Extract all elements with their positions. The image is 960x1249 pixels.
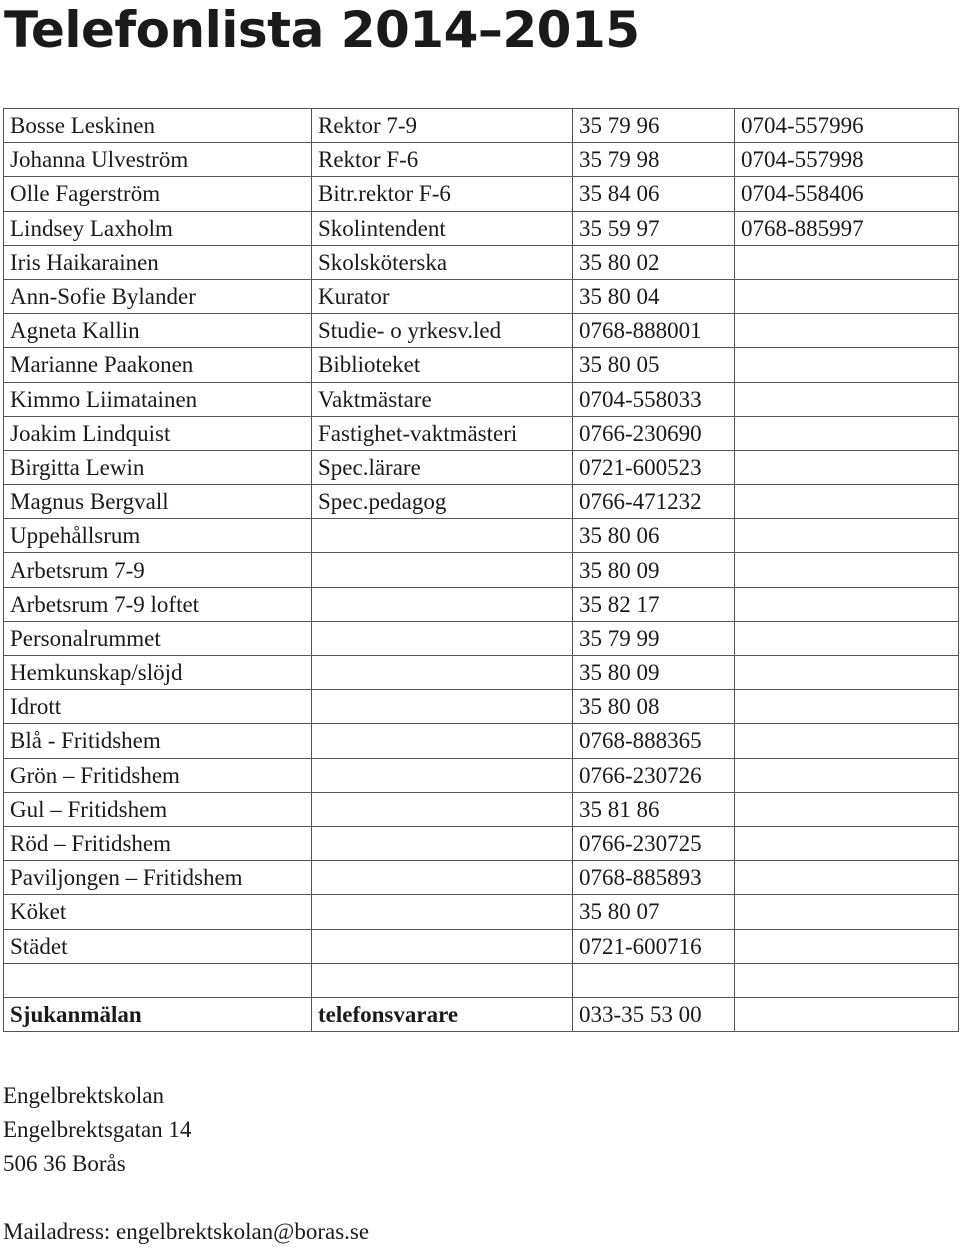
phone-cell: 0766-230690: [573, 416, 735, 450]
mobile-cell: [735, 690, 959, 724]
table-row: [4, 109, 959, 143]
phone-cell: 0768-888365: [573, 724, 735, 758]
table-row: [4, 553, 959, 587]
phone-cell: 35 79 98: [573, 143, 735, 177]
mobile-cell: [735, 724, 959, 758]
phone-cell: 35 80 06: [573, 519, 735, 553]
table-row: [4, 382, 959, 416]
role-cell: Biblioteket: [312, 348, 573, 382]
name-cell: Bosse Leskinen: [4, 109, 312, 143]
phone-cell: 35 81 86: [573, 792, 735, 826]
name-cell: Uppehållsrum: [4, 519, 312, 553]
spacer-row: [4, 963, 959, 997]
table-row: [4, 929, 959, 963]
role-cell: [312, 690, 573, 724]
name-cell: Agneta Kallin: [4, 314, 312, 348]
school-street: Engelbrektsgatan 14: [3, 1117, 192, 1142]
name-cell: Joakim Lindquist: [4, 416, 312, 450]
name-cell: Köket: [4, 895, 312, 929]
phone-cell: 35 59 97: [573, 211, 735, 245]
sick-type: telefonsvarare: [312, 997, 573, 1031]
role-cell: [312, 826, 573, 860]
phone-cell: 0766-471232: [573, 485, 735, 519]
mobile-cell: [735, 621, 959, 655]
table-row: [4, 587, 959, 621]
name-cell: Olle Fagerström: [4, 177, 312, 211]
role-cell: Spec.lärare: [312, 450, 573, 484]
table-row: [4, 143, 959, 177]
phone-cell: 0768-885893: [573, 861, 735, 895]
phone-cell: 35 80 04: [573, 279, 735, 313]
role-cell: Bitr.rektor F-6: [312, 177, 573, 211]
role-cell: [312, 861, 573, 895]
name-cell: Paviljongen – Fritidshem: [4, 861, 312, 895]
table-row: [4, 485, 959, 519]
mobile-cell: [735, 758, 959, 792]
mobile-cell: [735, 553, 959, 587]
phone-cell: 35 80 08: [573, 690, 735, 724]
mobile-cell: 0704-557996: [735, 109, 959, 143]
mobile-cell: 0768-885997: [735, 211, 959, 245]
role-cell: [312, 621, 573, 655]
role-cell: [312, 758, 573, 792]
mail-address: Mailadress: engelbrektskolan@boras.se: [3, 1219, 370, 1244]
name-cell: Personalrummet: [4, 621, 312, 655]
table-row: [4, 245, 959, 279]
name-cell: Lindsey Laxholm: [4, 211, 312, 245]
name-cell: Johanna Ulveström: [4, 143, 312, 177]
school-city: 506 36 Borås: [3, 1151, 126, 1176]
table-row: [4, 895, 959, 929]
name-cell: Blå - Fritidshem: [4, 724, 312, 758]
table-row: [4, 416, 959, 450]
table-row: [4, 211, 959, 245]
role-cell: [312, 656, 573, 690]
mobile-cell: [735, 519, 959, 553]
table-row: [4, 279, 959, 313]
phone-cell: 35 82 17: [573, 587, 735, 621]
table-row: [4, 724, 959, 758]
role-cell: Fastighet-vaktmästeri: [312, 416, 573, 450]
mobile-cell: [735, 861, 959, 895]
mobile-cell: 0704-558406: [735, 177, 959, 211]
mobile-cell: [735, 587, 959, 621]
role-cell: [312, 724, 573, 758]
table-row: [4, 314, 959, 348]
phone-cell: 0704-558033: [573, 382, 735, 416]
role-cell: [312, 519, 573, 553]
phone-cell: 35 80 07: [573, 895, 735, 929]
empty-cell: [4, 963, 312, 997]
table-row: [4, 450, 959, 484]
role-cell: [312, 553, 573, 587]
name-cell: Arbetsrum 7-9: [4, 553, 312, 587]
name-cell: Arbetsrum 7-9 loftet: [4, 587, 312, 621]
table-row: [4, 177, 959, 211]
table-row: [4, 690, 959, 724]
name-cell: Grön – Fritidshem: [4, 758, 312, 792]
phone-cell: 0721-600716: [573, 929, 735, 963]
mobile-cell: 0704-557998: [735, 143, 959, 177]
table-row: [4, 861, 959, 895]
sick-report-row: [4, 997, 959, 1031]
name-cell: Marianne Paakonen: [4, 348, 312, 382]
phone-cell: 35 79 99: [573, 621, 735, 655]
mobile-cell: [735, 929, 959, 963]
page-title: Telefonlista 2014–2015: [4, 1, 640, 59]
phone-cell: 35 80 09: [573, 553, 735, 587]
phone-cell: 35 84 06: [573, 177, 735, 211]
name-cell: Idrott: [4, 690, 312, 724]
phone-cell: 35 80 09: [573, 656, 735, 690]
role-cell: Rektor 7-9: [312, 109, 573, 143]
school-name: Engelbrektskolan: [3, 1083, 164, 1108]
empty-cell: [312, 963, 573, 997]
name-cell: Hemkunskap/slöjd: [4, 656, 312, 690]
phone-cell: 0721-600523: [573, 450, 735, 484]
name-cell: Kimmo Liimatainen: [4, 382, 312, 416]
table-row: [4, 792, 959, 826]
role-cell: Vaktmästare: [312, 382, 573, 416]
name-cell: Ann-Sofie Bylander: [4, 279, 312, 313]
empty-cell: [735, 997, 959, 1031]
mobile-cell: [735, 314, 959, 348]
empty-cell: [735, 963, 959, 997]
table-row: [4, 519, 959, 553]
sick-number: 033-35 53 00: [573, 997, 735, 1031]
role-cell: Spec.pedagog: [312, 485, 573, 519]
phone-cell: 35 80 05: [573, 348, 735, 382]
mobile-cell: [735, 485, 959, 519]
name-cell: Städet: [4, 929, 312, 963]
role-cell: Skolsköterska: [312, 245, 573, 279]
role-cell: Kurator: [312, 279, 573, 313]
table-row: [4, 621, 959, 655]
mobile-cell: [735, 792, 959, 826]
role-cell: Studie- o yrkesv.led: [312, 314, 573, 348]
table-row: [4, 348, 959, 382]
name-cell: Röd – Fritidshem: [4, 826, 312, 860]
phone-cell: 0768-888001: [573, 314, 735, 348]
name-cell: Magnus Bergvall: [4, 485, 312, 519]
name-cell: Gul – Fritidshem: [4, 792, 312, 826]
mobile-cell: [735, 895, 959, 929]
phone-table-body: [4, 109, 959, 1032]
role-cell: [312, 792, 573, 826]
empty-cell: [573, 963, 735, 997]
name-cell: Birgitta Lewin: [4, 450, 312, 484]
mobile-cell: [735, 450, 959, 484]
mobile-cell: [735, 348, 959, 382]
mobile-cell: [735, 826, 959, 860]
phone-table: [3, 108, 959, 1032]
mobile-cell: [735, 245, 959, 279]
role-cell: Rektor F-6: [312, 143, 573, 177]
sick-label: Sjukanmälan: [4, 997, 312, 1031]
phone-cell: 0766-230725: [573, 826, 735, 860]
role-cell: [312, 929, 573, 963]
phone-cell: 0766-230726: [573, 758, 735, 792]
mobile-cell: [735, 382, 959, 416]
mobile-cell: [735, 656, 959, 690]
phone-cell: 35 79 96: [573, 109, 735, 143]
role-cell: [312, 587, 573, 621]
mobile-cell: [735, 279, 959, 313]
mobile-cell: [735, 416, 959, 450]
role-cell: [312, 895, 573, 929]
table-row: [4, 656, 959, 690]
name-cell: Iris Haikarainen: [4, 245, 312, 279]
table-row: [4, 758, 959, 792]
phone-cell: 35 80 02: [573, 245, 735, 279]
role-cell: Skolintendent: [312, 211, 573, 245]
table-row: [4, 826, 959, 860]
